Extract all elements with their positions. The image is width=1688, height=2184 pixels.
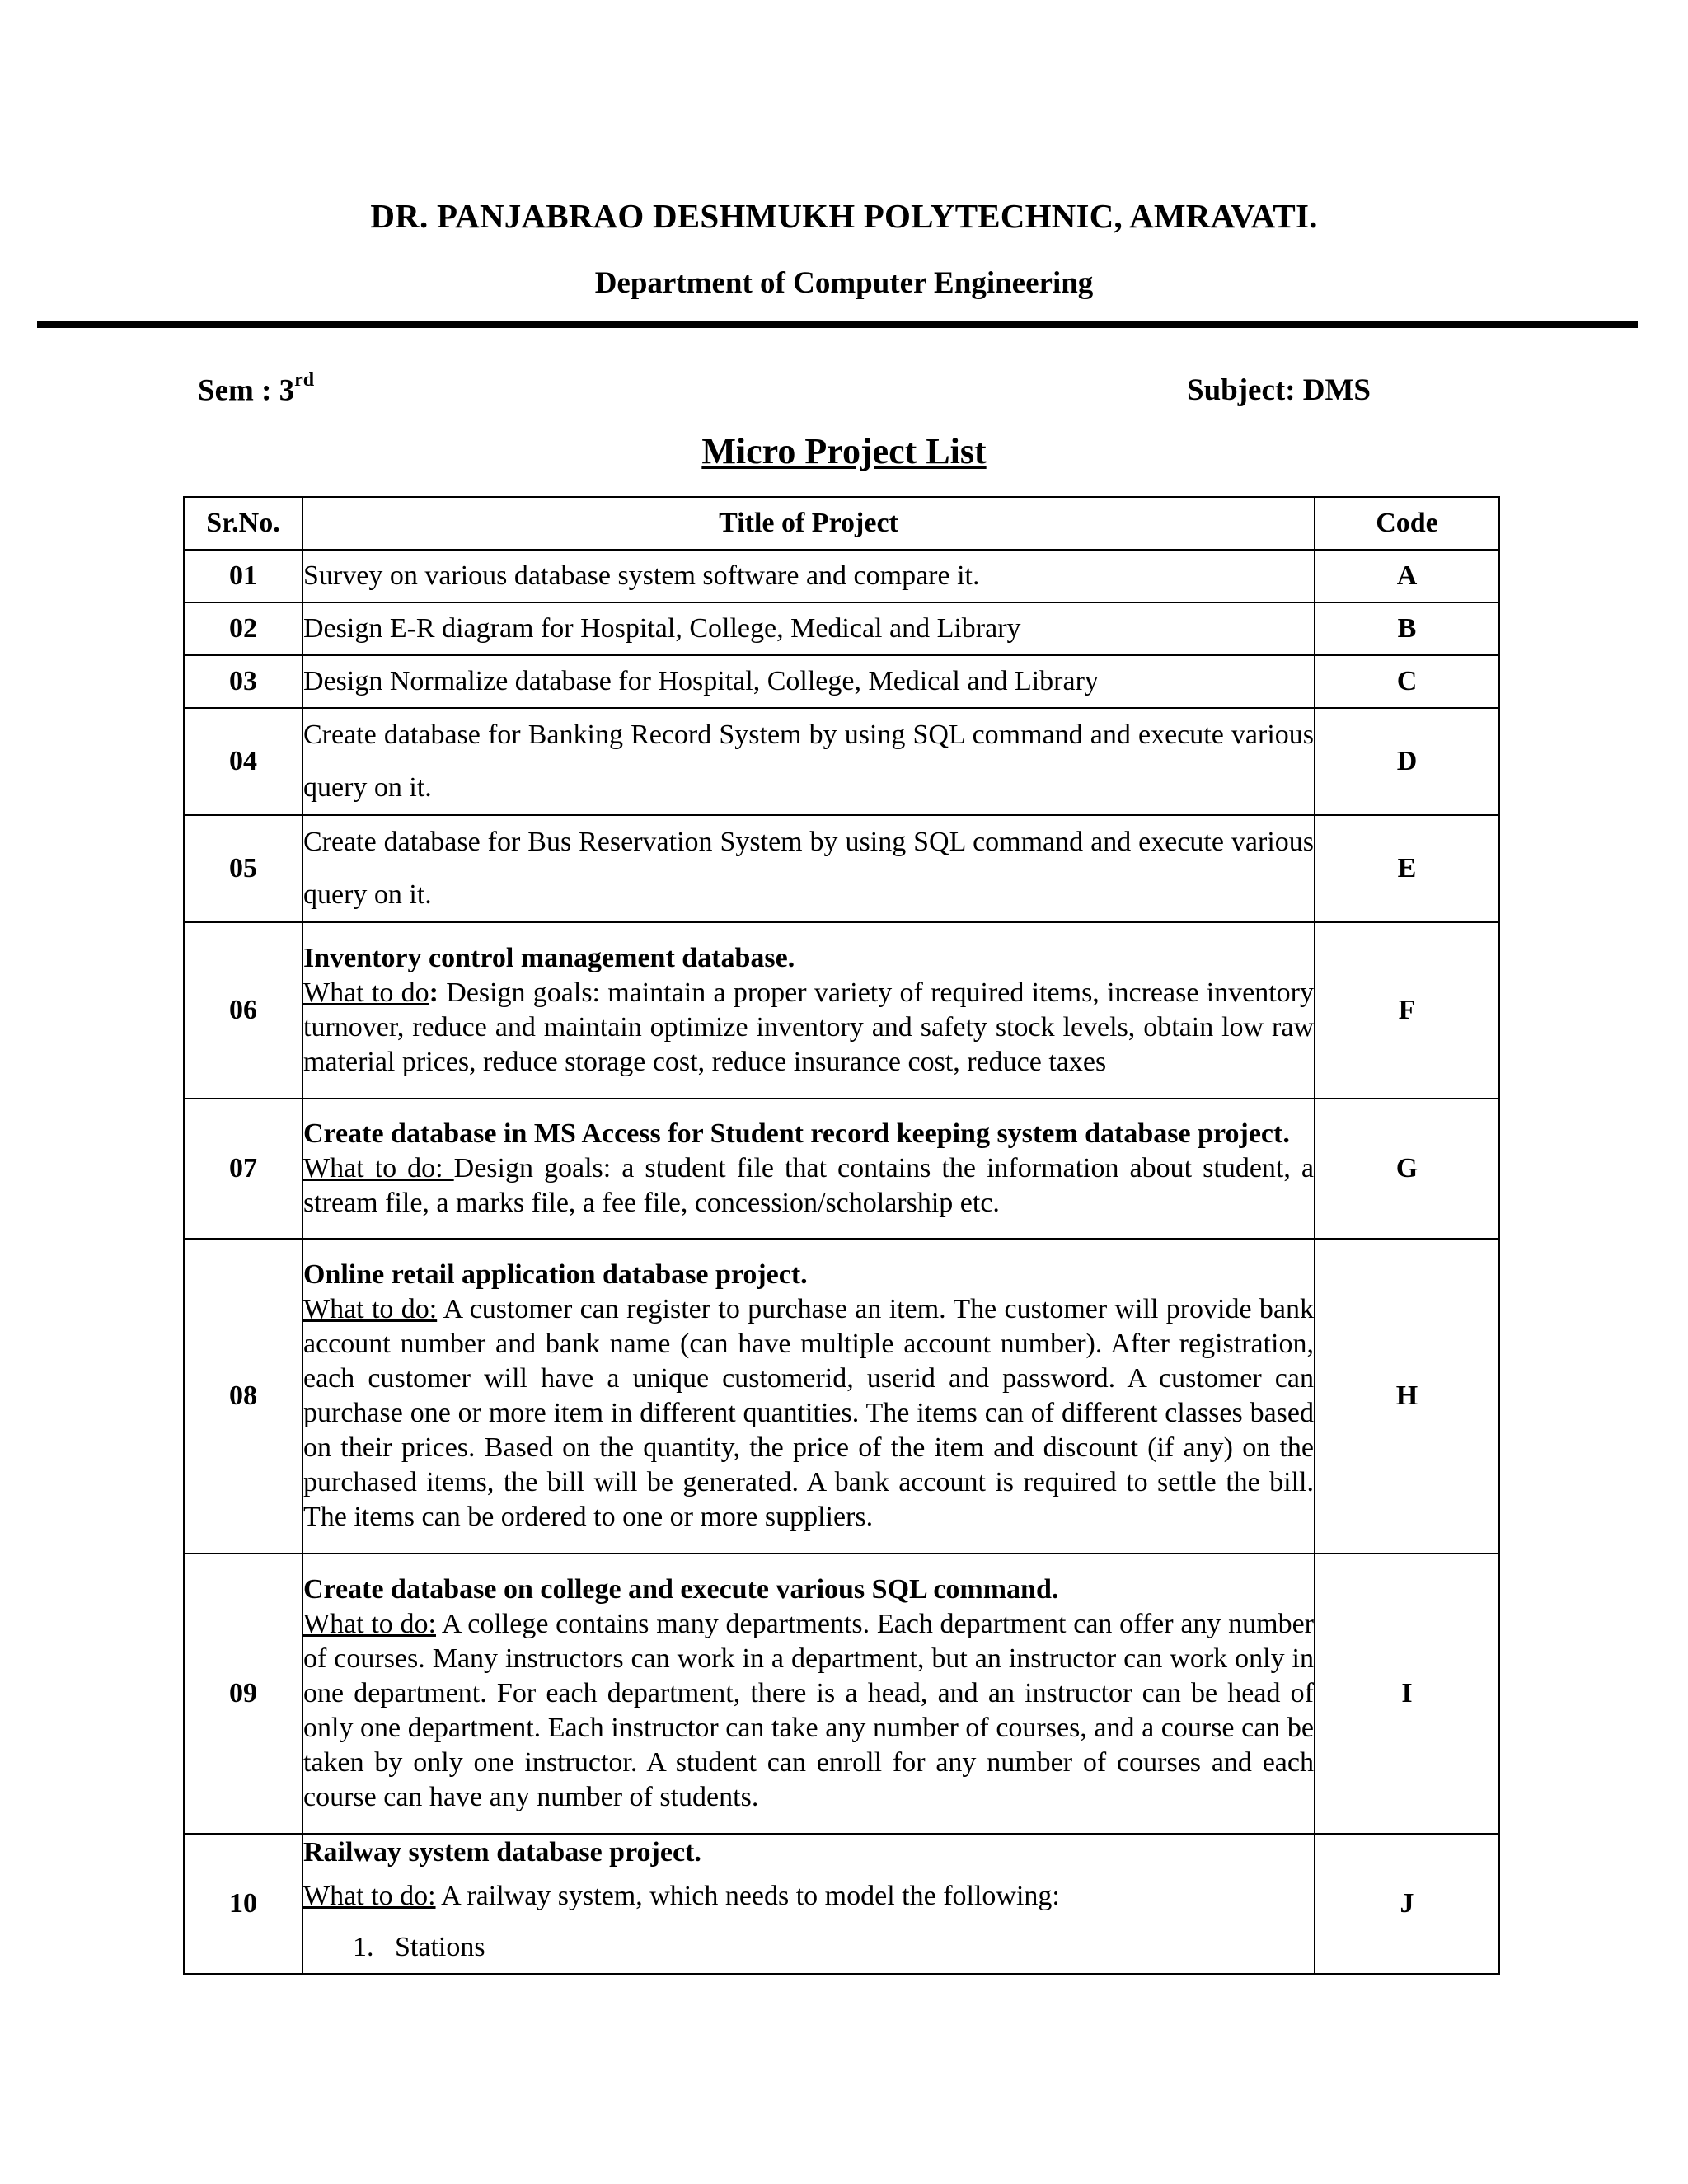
row-title xyxy=(302,1554,1315,1834)
row-title xyxy=(302,1099,1315,1239)
row-sr: 04 xyxy=(184,708,302,815)
row-description-text: Design goals: a student file that contains the information about student, a stream file, a marks file, a fee file, concession/scholarship etc. xyxy=(303,1153,1314,1218)
semester-label: Sem : 3 xyxy=(198,373,295,408)
table-row xyxy=(184,1834,1499,1974)
col-header-sr: Sr.No. xyxy=(184,497,302,550)
what-to-do-label: What to do: xyxy=(303,1609,436,1639)
row-description-text: Design goals: maintain a proper variety of required items, increase inventory turnover, reduce and maintain optimize inventory and safety stock levels, obtain low raw material prices, reduce storage cost, reduce insurance cost, reduce taxes xyxy=(303,977,1314,1077)
row-code: C xyxy=(1315,655,1499,708)
row-heading: Create database on college and execute various SQL command. xyxy=(303,1574,1059,1605)
list-item: 1. Stations xyxy=(353,1932,485,1962)
row-heading: Create database in MS Access for Student record keeping system database project. xyxy=(303,1118,1290,1149)
row-code: D xyxy=(1315,708,1499,815)
row-code: J xyxy=(1315,1834,1499,1974)
row-title xyxy=(302,1834,1315,1974)
table-row xyxy=(184,815,1499,922)
row-code: H xyxy=(1315,1239,1499,1554)
row-description-text: A customer can register to purchase an item. The customer will provide bank account number and bank name (can have multiple account number). After registration, each customer will have a unique customerid, userid and password. A customer can purchase one or more item in different quantities. The items can of different classes based on their prices. Based on the quantity, the price of the item and discount (if any) on the purchased items, the bill will be generated. A bank account is required to settle the bill. The items can be ordered to one or more suppliers. xyxy=(303,1294,1314,1532)
table-row xyxy=(184,602,1499,655)
row-code: I xyxy=(1315,1554,1499,1834)
institution-name: DR. PANJABRAO DESHMUKH POLYTECHNIC, AMRAVATI. xyxy=(370,197,1318,235)
row-code: F xyxy=(1315,922,1499,1099)
row-sr: 03 xyxy=(184,655,302,708)
row-title: Create database for Bus Reservation System by using SQL command and execute various query on it. xyxy=(302,815,1315,922)
row-code: E xyxy=(1315,815,1499,922)
table-row xyxy=(184,922,1499,1099)
row-sr: 07 xyxy=(184,1099,302,1239)
project-table xyxy=(183,496,1500,1975)
what-to-do-label: What to do: xyxy=(303,1294,438,1324)
row-heading: Railway system database project. xyxy=(303,1837,701,1868)
row-heading: Inventory control management database. xyxy=(303,943,795,973)
department-name: Department of Computer Engineering xyxy=(594,266,1094,300)
row-description xyxy=(303,1607,1314,1815)
table-header-row xyxy=(184,497,1499,550)
what-to-do-label: What to do: xyxy=(303,1153,454,1183)
table-row xyxy=(184,550,1499,602)
row-title xyxy=(302,1239,1315,1554)
semester-suffix: rd xyxy=(294,369,315,391)
row-sr: 09 xyxy=(184,1554,302,1834)
row-description-text: A railway system, which needs to model the following: xyxy=(435,1881,1060,1911)
row-description-text: A college contains many departments. Each department can offer any number of courses. Many instructors can work in a department, but an instructor can work only in one department. For each department, there is a head, and an instructor can be head of only one department. Each instructor can take any number of courses, and a course can be taken by only one instructor. A student can enroll for any number of courses and each course can have any number of students. xyxy=(303,1609,1314,1812)
row-title xyxy=(302,922,1315,1099)
row-sr: 02 xyxy=(184,602,302,655)
what-to-do-label: What to do xyxy=(303,977,429,1008)
table-row xyxy=(184,708,1499,815)
table-row xyxy=(184,1099,1499,1239)
row-code: G xyxy=(1315,1099,1499,1239)
row-sr: 10 xyxy=(184,1834,302,1974)
what-to-do-label: What to do: xyxy=(303,1881,436,1911)
table-row xyxy=(184,655,1499,708)
row-sr: 05 xyxy=(184,815,302,922)
col-header-code: Code xyxy=(1315,497,1499,550)
col-header-title: Title of Project xyxy=(302,497,1315,550)
subject: Subject: DMS xyxy=(1187,373,1372,407)
table-row xyxy=(184,1239,1499,1554)
row-description xyxy=(303,1151,1314,1221)
row-title: Create database for Banking Record System by using SQL command and execute various query on it. xyxy=(302,708,1315,815)
row-title: Survey on various database system software and compare it. xyxy=(302,550,1315,602)
table-row xyxy=(184,1554,1499,1834)
header-rule xyxy=(37,321,1638,328)
row-description xyxy=(303,1292,1314,1535)
what-to-do-separator: : xyxy=(429,977,438,1008)
row-description xyxy=(303,1871,1314,1922)
semester xyxy=(198,369,315,408)
row-code: A xyxy=(1315,550,1499,602)
row-title: Design Normalize database for Hospital, College, Medical and Library xyxy=(302,655,1315,708)
row-description xyxy=(303,976,1314,1080)
row-code: B xyxy=(1315,602,1499,655)
row-sr: 01 xyxy=(184,550,302,602)
row-sr: 08 xyxy=(184,1239,302,1554)
list-title: Micro Project List xyxy=(701,431,987,471)
row-heading: Online retail application database project. xyxy=(303,1259,808,1290)
row-title: Design E-R diagram for Hospital, College, Medical and Library xyxy=(302,602,1315,655)
row-sr: 06 xyxy=(184,922,302,1099)
